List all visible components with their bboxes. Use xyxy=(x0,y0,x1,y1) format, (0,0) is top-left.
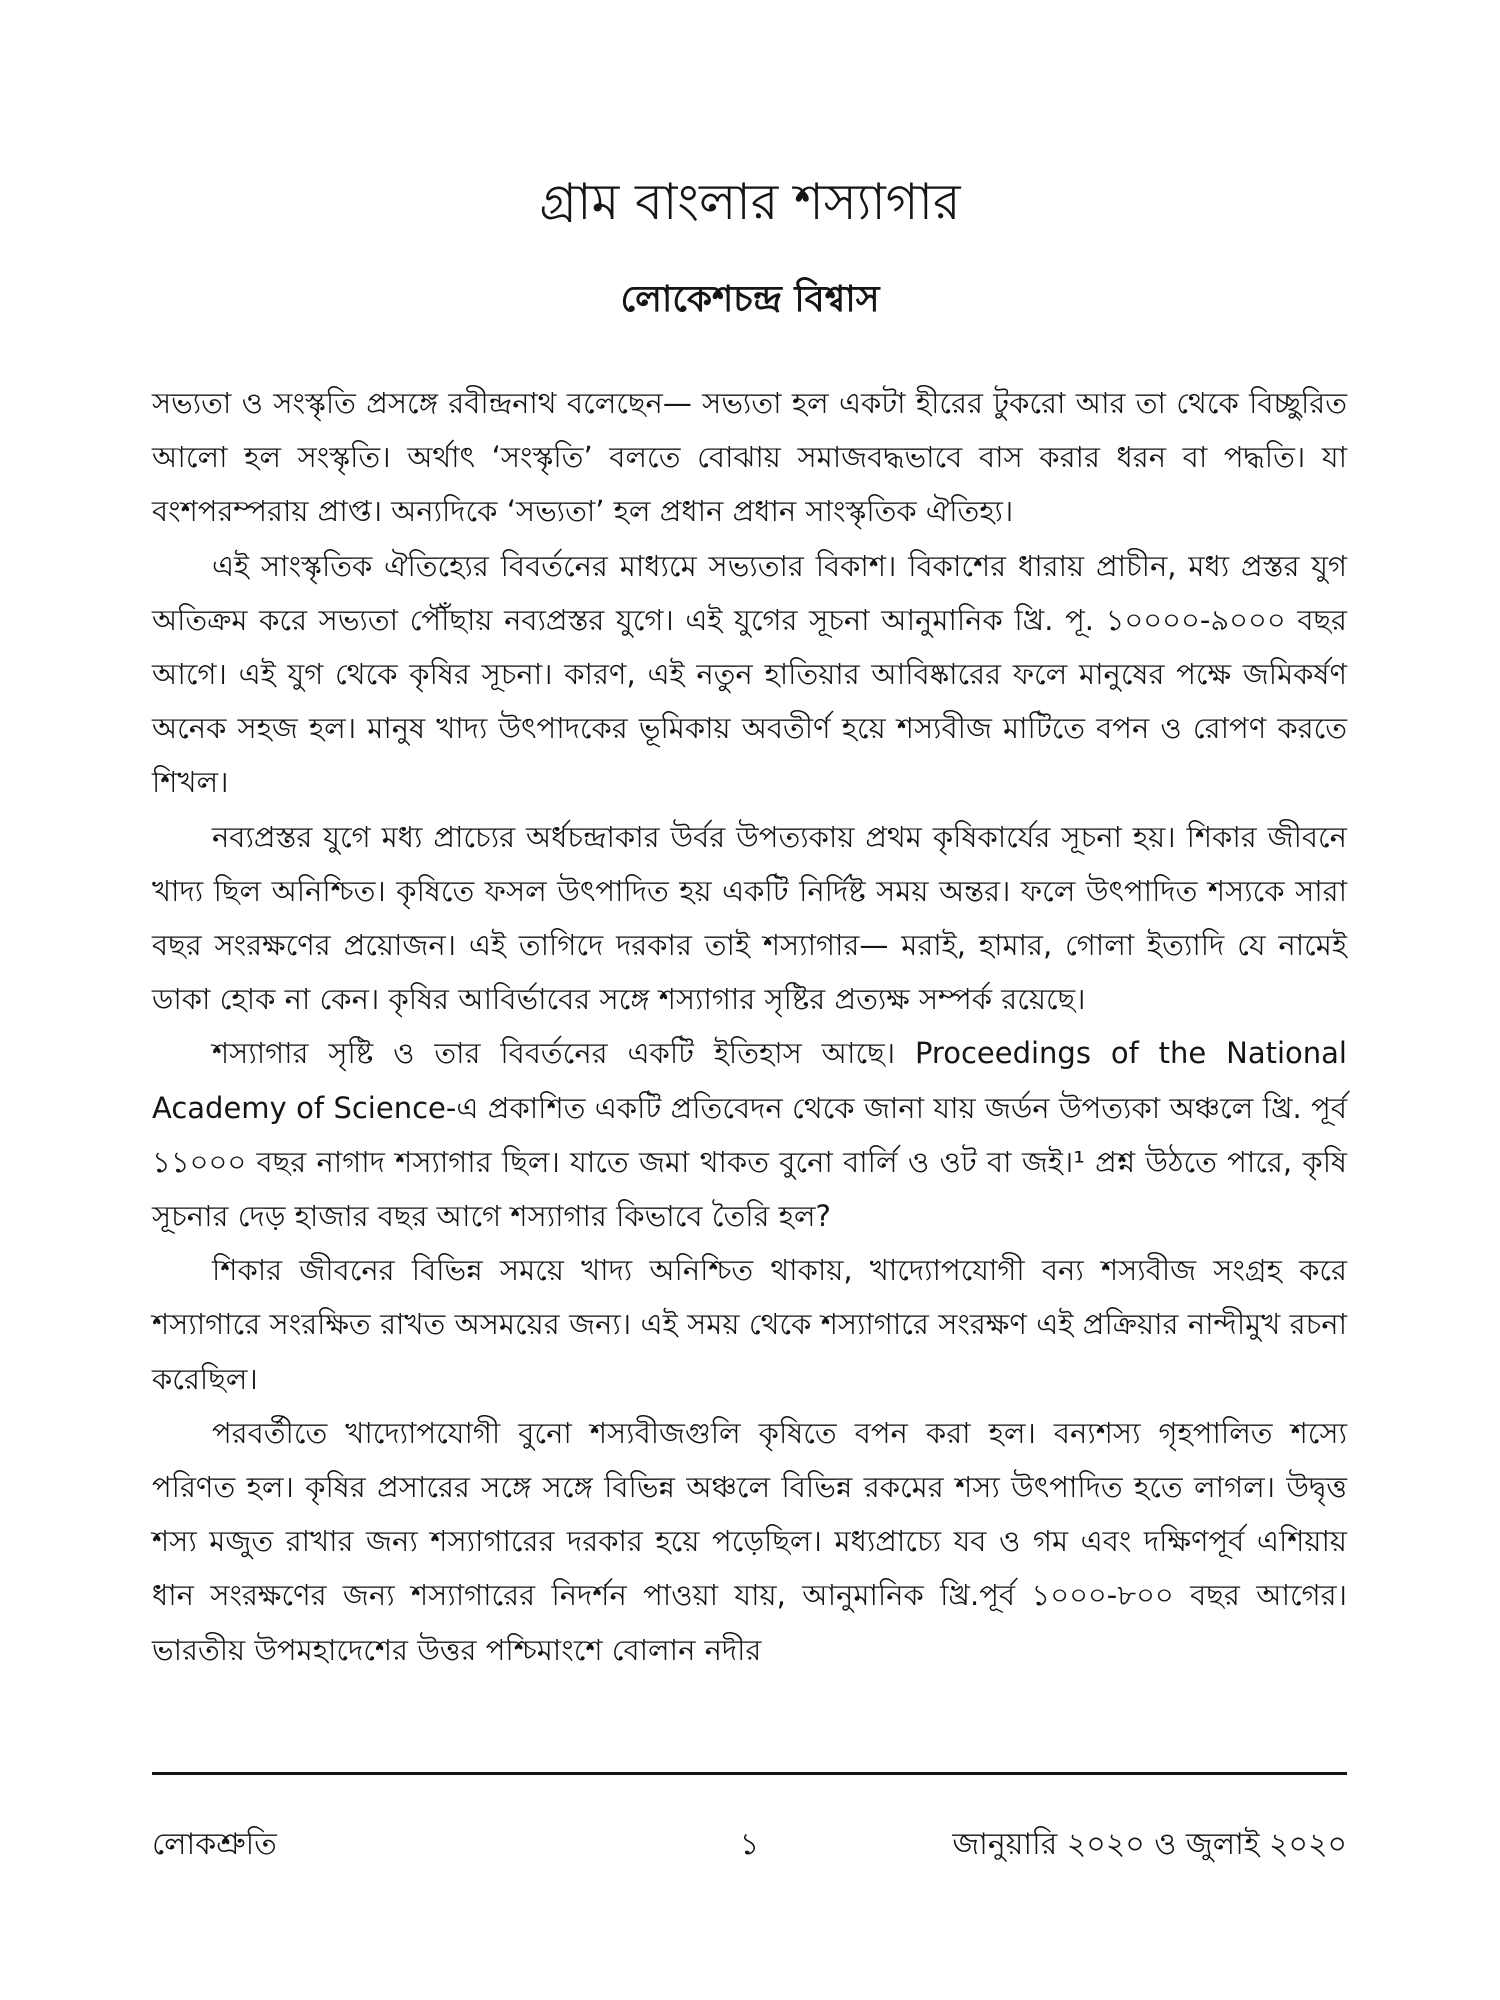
article-body xyxy=(152,376,1347,1677)
article-author: লোকেশচন্দ্র বিশ্বাস xyxy=(620,279,880,320)
paragraph: সভ্যতা ও সংস্কৃতি প্রসঙ্গে রবীন্দ্রনাথ বলেছেন— সভ্যতা হল একটা হীরের টুকরো আর তা থেকে বিচ্ছুরিত আলো হল সংস্কৃতি। অর্থাৎ ‘সংস্কৃতি’ বলতে বোঝায় সমাজবদ্ধভাবে বাস করার ধরন বা পদ্ধতি। যা বংশপরম্পরায় প্রাপ্ত। অন্যদিকে ‘সভ্যতা’ হল প্রধান প্রধান সাংস্কৃতিক ঐতিহ্য। xyxy=(152,386,1347,529)
issue-date: জানুয়ারি ২০২০ ও জুলাই ২০২০ xyxy=(952,1827,1347,1862)
paragraph: নব্যপ্রস্তর যুগে মধ্য প্রাচ্যের অর্ধচন্দ্রাকার উর্বর উপত্যকায় প্রথম কৃষিকার্যের সূচনা হয়। শিকার জীবনে খাদ্য ছিল অনিশ্চিত। কৃষিতে ফসল উৎপাদিত হয় একটি নির্দিষ্ট সময় অন্তর। ফলে উৎপাদিত শস্যকে সারা বছর সংরক্ষণের প্রয়োজন। এই তাগিদে দরকার তাই শস্যাগার— মরাই, হামার, গোলা ইত্যাদি যে নামেই ডাকা হোক না কেন। কৃষির আবির্ভাবের সঙ্গে শস্যাগার সৃষ্টির প্রত্যক্ষ সম্পর্ক রয়েছে। xyxy=(152,819,1347,1017)
paragraph: এই সাংস্কৃতিক ঐতিহ্যের বিবর্তনের মাধ্যমে সভ্যতার বিকাশ। বিকাশের ধারায় প্রাচীন, মধ্য প্রস্তর যুগ অতিক্রম করে সভ্যতা পৌঁছায় নব্যপ্রস্তর যুগে। এই যুগের সূচনা আনুমানিক খ্রি. পূ. ১০০০০-৯০০০ বছর আগে। এই যুগ থেকে কৃষির সূচনা। কারণ, এই নতুন হাতিয়ার আবিষ্কারের ফলে মানুষের পক্ষে জমিকর্ষণ অনেক সহজ হল। মানুষ খাদ্য উৎপাদকের ভূমিকায় অবতীর্ণ হয়ে শস্যবীজ মাটিতে বপন ও রোপণ করতে শিখল। xyxy=(152,548,1347,800)
paragraph: পরবর্তীতে খাদ্যোপযোগী বুনো শস্যবীজগুলি কৃষিতে বপন করা হল। বন্যশস্য গৃহপালিত শস্যে পরিণত হল। কৃষির প্রসারের সঙ্গে সঙ্গে বিভিন্ন অঞ্চলে বিভিন্ন রকমের শস্য উৎপাদিত হতে লাগল। উদ্বৃত্ত শস্য মজুত রাখার জন্য শস্যাগারের দরকার হয়ে পড়েছিল। মধ্যপ্রাচ্যে যব ও গম এবং দক্ষিণপূর্ব এশিয়ায় ধান সংরক্ষণের জন্য শস্যাগারের নিদর্শন পাওয়া যায়, আনুমানিক খ্রি.পূর্ব ১০০০-৮০০ বছর আগের। ভারতীয় উপমহাদেশের উত্তর পশ্চিমাংশে বোলান নদীর xyxy=(152,1415,1347,1667)
paragraph: শিকার জীবনের বিভিন্ন সময়ে খাদ্য অনিশ্চিত থাকায়, খাদ্যোপযোগী বন্য শস্যবীজ সংগ্রহ করে শস্যাগারে সংরক্ষিত রাখত অসময়ের জন্য। এই সময় থেকে শস্যাগারে সংরক্ষণ এই প্রক্রিয়ার নান্দীমুখ রচনা করেছিল। xyxy=(152,1253,1347,1396)
page-footer xyxy=(152,1820,1347,1870)
article-title: গ্রাম বাংলার শস্যাগার xyxy=(539,173,961,231)
footer-divider xyxy=(152,1772,1347,1775)
paragraph: শস্যাগার সৃষ্টি ও তার বিবর্তনের একটি ইতিহাস আছে। Proceedings of the National Academy of Science-এ প্রকাশিত একটি প্রতিবেদন থেকে জানা যায় জর্ডন উপত্যকা অঞ্চলে খ্রি. পূর্ব ১১০০০ বছর নাগাদ শস্যাগার ছিল। যাতে জমা থাকত বুনো বার্লি ও ওট বা জই।¹ প্রশ্ন উঠতে পারে, কৃষি সূচনার দেড় হাজার বছর আগে শস্যাগার কিভাবে তৈরি হল? xyxy=(152,1036,1347,1234)
page-number: ১ xyxy=(739,1827,760,1862)
journal-name: লোকশ্রুতি xyxy=(152,1827,277,1862)
